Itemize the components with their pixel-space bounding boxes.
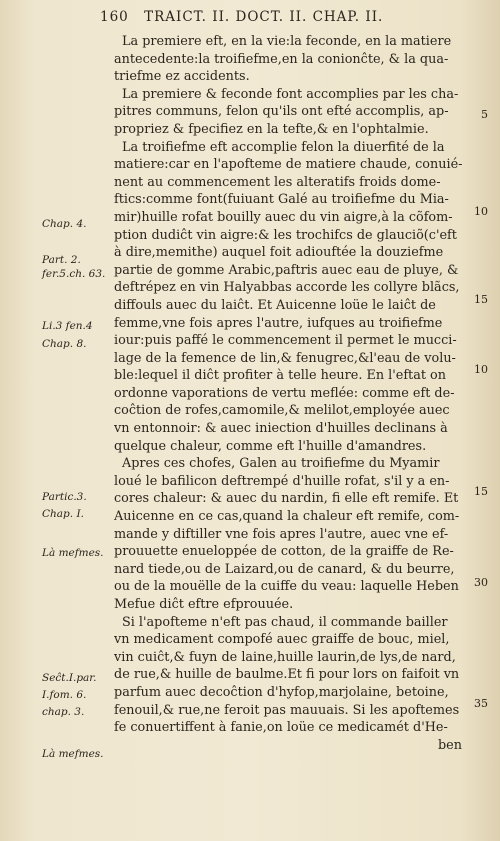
text-line: prouuette enueloppée de cotton, de la graiffe de Re- bbox=[114, 544, 454, 560]
catchword: ben bbox=[437, 737, 462, 753]
line-number: 10 bbox=[474, 363, 488, 376]
text-line: vn entonnoir: & auec iniection d'huilles declinans à bbox=[114, 421, 448, 437]
margin-note: fer.5.ch. 63. bbox=[42, 268, 106, 280]
text-line: La troifiefme eft accomplie felon la diuerfité de la bbox=[122, 139, 445, 155]
text-line: femme,vne fois apres l'autre, iufques au troifiefme bbox=[114, 315, 443, 331]
text-line: vin cuiĉt,& fuyn de laine,huille laurin,de lys,de nard, bbox=[114, 649, 456, 665]
text-line: nent au commencement les alteratifs froids dome- bbox=[114, 174, 441, 190]
text-line: pitres communs, felon qu'ils ont efté accomplis, ap- bbox=[114, 104, 449, 120]
line-number: 30 bbox=[474, 576, 488, 589]
text-line: à dire,memithe) auquel foit adiouftée la douziefme bbox=[114, 245, 444, 261]
text-line: de rue,& huille de baulme.Et fi pour lors on faifoit vn bbox=[114, 667, 460, 683]
text-line: loué le bafilicon deftrempé d'huille rofat, s'il y a en- bbox=[114, 473, 450, 489]
text-line: fenouil,& rue,ne feroit pas mauuais. Si les apoftemes bbox=[114, 702, 460, 718]
line-number: 5 bbox=[481, 108, 488, 121]
margin-note: Chap. 8. bbox=[42, 338, 87, 350]
text-line: lage de la femence de lin,& fenugrec,&l'eau de volu- bbox=[114, 350, 456, 366]
text-line: mir)huille rofat bouilly auec du vin aigre,à la cõfom- bbox=[114, 209, 453, 225]
margin-note: Partic.3. bbox=[42, 491, 87, 503]
page-header bbox=[100, 9, 470, 25]
margin-note: Seĉt.I.par. bbox=[42, 672, 97, 684]
text-line: parfum auec decoĉtion d'hyfop,marjolaine, betoine, bbox=[114, 684, 449, 700]
text-line: fe conuertiffent à fanie,on loüe ce medicamét d'He- bbox=[114, 720, 448, 736]
text-line: antecedente:la troifiefme,en la conionĉte, & la qua- bbox=[114, 51, 449, 67]
margin-note: Chap. 4. bbox=[42, 218, 87, 230]
text-line: ble:lequel il diĉt profiter à telle heure. En l'eftat on bbox=[114, 368, 446, 384]
text-line: quelque chaleur, comme eft l'huille d'amandres. bbox=[114, 438, 427, 454]
text-line: diffouls auec du laiĉt. Et Auicenne loüe le laiĉt de bbox=[114, 297, 436, 313]
text-body bbox=[114, 33, 474, 754]
text-line: Mefue diĉt eftre efprouuée. bbox=[114, 597, 294, 612]
margin-note: I.fom. 6. bbox=[42, 689, 87, 701]
text-line: Auicenne en ce cas,quand la chaleur eft remife, com- bbox=[114, 509, 460, 525]
text-line: iour:puis paffé le commencement il permet le mucci- bbox=[114, 333, 457, 349]
text-line: triefme ez accidents. bbox=[114, 69, 250, 85]
line-number: 15 bbox=[474, 293, 488, 306]
text-line: La premiere eft, en la vie:la feconde, en la matiere bbox=[122, 34, 452, 49]
text-line: deftrépez en vin Halyabbas accorde les collyre blãcs, bbox=[114, 280, 460, 296]
text-line: ou de la mouëlle de la cuiffe du veau: laquelle Heben bbox=[114, 579, 459, 595]
text-line: partie de gomme Arabic,paftris auec eau de pluye, & bbox=[114, 262, 459, 278]
running-title: TRAICT. II. DOCT. II. CHAP. II. bbox=[144, 9, 384, 25]
text-line: Apres ces chofes, Galen au troifiefme du Myamir bbox=[122, 456, 440, 472]
text-line: cores chaleur: & auec du nardin, fi elle eft remife. Et bbox=[114, 491, 459, 507]
text-line: vn medicament compofé auec graiffe de bouc, miel, bbox=[114, 632, 450, 648]
text-line: ption dudiĉt vin aigre:& les trochifcs de glauciõ(c'eft bbox=[114, 227, 457, 243]
text-line: propriez & fpecifiez en la tefte,& en l'ophtalmie. bbox=[114, 121, 429, 137]
text-line: ftics:comme font(fuiuant Galé au troifiefme du Mia- bbox=[114, 192, 449, 208]
text-line: nard tiede,ou de Laizard,ou de canard, & du beurre, bbox=[114, 561, 455, 577]
margin-note: Chap. I. bbox=[42, 508, 84, 520]
text-line: coĉtion de rofes,camomile,& melilot,employée auec bbox=[114, 403, 450, 419]
text-line: ordonne vaporations de vertu meflée: comme eft de- bbox=[114, 385, 455, 401]
margin-note: Là mefmes. bbox=[42, 748, 104, 760]
text-line: matiere:car en l'apofteme de matiere chaude, conuié- bbox=[114, 157, 463, 173]
margin-note: chap. 3. bbox=[42, 706, 85, 718]
margin-note: Là mefmes. bbox=[42, 547, 104, 559]
line-number: 35 bbox=[474, 697, 488, 710]
margin-note: Li.3 fen.4 bbox=[42, 320, 93, 332]
line-number: 10 bbox=[474, 205, 488, 218]
text-line: mande y diftiller vne fois apres l'autre, auec vne ef- bbox=[114, 526, 449, 542]
text-line: La premiere & feconde font accomplies par les cha- bbox=[122, 86, 459, 102]
margin-note: Part. 2. bbox=[42, 254, 81, 266]
page-number: 160 bbox=[100, 9, 129, 25]
line-number: 15 bbox=[474, 485, 488, 498]
text-line: Si l'apofteme n'eft pas chaud, il commande bailler bbox=[122, 614, 448, 630]
